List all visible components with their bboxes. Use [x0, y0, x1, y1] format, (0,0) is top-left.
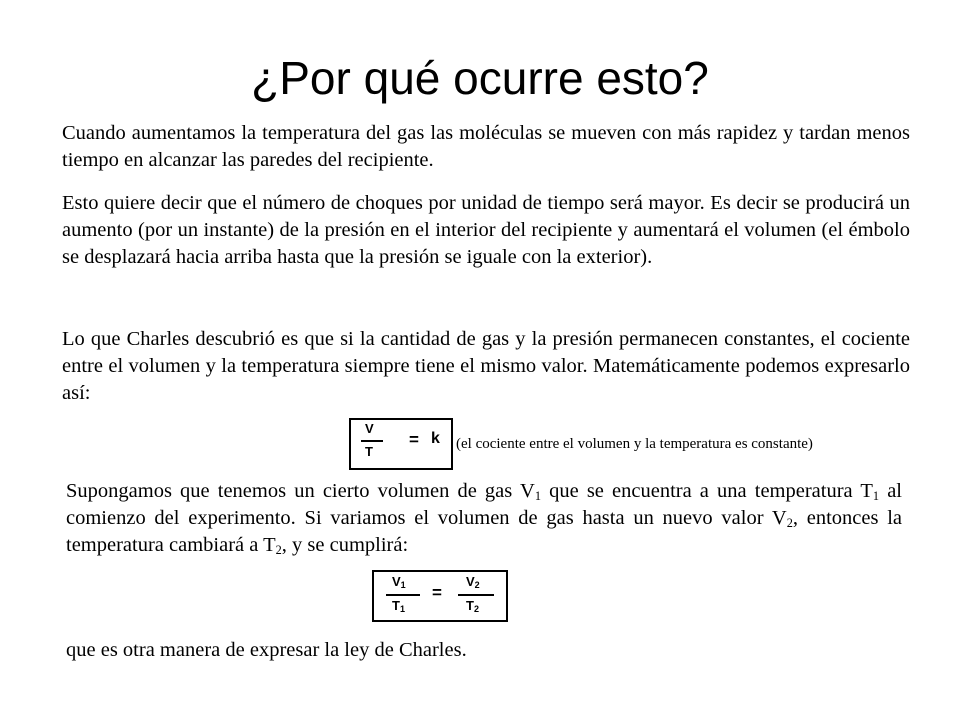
p4-t1: T — [860, 480, 873, 502]
slide-title: ¿Por qué ocurre esto? — [251, 52, 709, 104]
p4-text-4: , entonces la temperatura cambiará a — [66, 507, 902, 556]
formula-right-denominator: T2 — [466, 598, 479, 614]
p4-t1-sub: 1 — [872, 489, 880, 504]
formula-equals-sign: = — [409, 430, 419, 449]
p4-v1: V — [520, 480, 535, 502]
formula-numerator-v: V — [365, 421, 374, 436]
formula-right-numerator: V2 — [466, 574, 480, 590]
paragraph-molecules: Cuando aumentamos la temperatura del gas las moléculas se mueven con más rapidez y tardan menos tiempo en alcanzar las paredes del recipiente. — [62, 122, 910, 171]
formula-fraction-bar — [361, 440, 383, 442]
p4-text-3: al comienzo del experimento. Si variamos el volumen de gas hasta un nuevo valor — [66, 480, 902, 529]
p4-t2-sub: 2 — [275, 543, 282, 558]
paragraph-collisions: Esto quiere decir que el número de choques por unidad de tiempo será mayor. Es decir se producirá un aumento (por un instante) de la presión en el interior del recipiente y aumentará el volumen (el émbolo se desplazará hacia arriba hasta que la presión se iguale con la exterior). — [62, 192, 910, 268]
formula-equals-sign-2: = — [432, 583, 442, 602]
p4-text-1: Supongamos que tenemos un cierto volumen de gas — [66, 480, 521, 502]
p4-v2-sub: 2 — [786, 516, 793, 531]
formula-left-fraction-bar — [386, 594, 420, 596]
p4-v2: V — [771, 507, 787, 529]
paragraph-conclusion: que es otra manera de expresar la ley de Charles. — [66, 639, 467, 661]
formula-left-denominator: T1 — [392, 598, 405, 614]
formula-left-numerator: V1 — [392, 574, 406, 590]
formula-charles-law-box — [372, 570, 508, 622]
p4-text-2: que se encuentra a una temperatura — [540, 480, 861, 502]
p4-text-5: , y se cumplirá: — [281, 534, 409, 556]
formula-denominator-t: T — [365, 444, 373, 459]
paragraph-suppose — [66, 478, 902, 559]
formula-constant-k: k — [431, 430, 440, 447]
p4-t2: T — [263, 534, 276, 556]
formula-right-fraction-bar — [458, 594, 494, 596]
formula-note: (el cociente entre el volumen y la temperatura es constante) — [456, 436, 813, 452]
paragraph-charles-discovery: Lo que Charles descubrió es que si la cantidad de gas y la presión permanecen constantes, el cociente entre el volumen y la temperatura siempre tiene el mismo valor. Matemáticamente podemos expresarlo así: — [62, 328, 910, 404]
formula-v-over-t-box — [349, 418, 453, 470]
p4-v1-sub: 1 — [534, 489, 541, 504]
